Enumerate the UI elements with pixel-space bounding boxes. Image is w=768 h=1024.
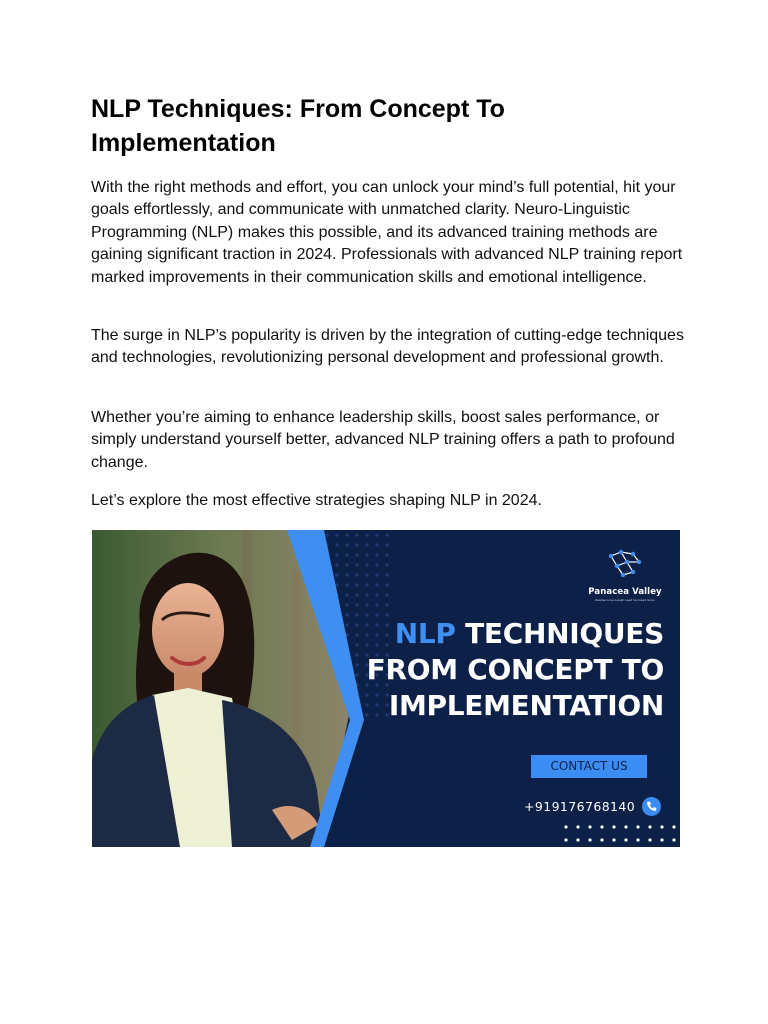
network-logo-icon: [605, 548, 645, 580]
headline-line3: IMPLEMENTATION: [388, 689, 664, 722]
page-title-line2: Implementation: [91, 129, 276, 157]
headline-accent: NLP: [394, 617, 456, 650]
explore-paragraph: Let’s explore the most effective strategies shaping NLP in 2024.: [91, 492, 542, 509]
headline-line2: FROM CONCEPT TO: [366, 653, 664, 686]
phone-icon[interactable]: [642, 797, 661, 816]
page-title-line1: NLP Techniques: From Concept To: [91, 95, 505, 123]
benefits-paragraph: Whether you’re aiming to enhance leadership skills, boost sales performance, or simply understand yourself better, advanced NLP training offers a path to profound change.: [91, 409, 675, 471]
contact-us-button[interactable]: CONTACT US: [531, 755, 647, 778]
intro-paragraph: With the right methods and effort, you can unlock your mind’s full potential, hit your goals effortlessly, and communicate with unmatched clarity. Neuro-Linguistic Programming (NLP) makes this possible, and its advanced training methods are gaining significant traction in 2024. Professionals with advanced NLP training report marked improvements in their communication skills and emotional intelligence.: [91, 179, 683, 286]
phone-number[interactable]: +919176768140: [524, 798, 636, 814]
popularity-paragraph: The surge in NLP’s popularity is driven by the integration of cutting-edge techniques and technologies, revolutionizing personal development and professional growth.: [91, 327, 684, 367]
headline-line1-rest: TECHNIQUES: [455, 617, 664, 650]
brand-logo: [579, 548, 671, 602]
phone-row[interactable]: [524, 796, 661, 816]
brand-name: Panacea Valley: [588, 587, 662, 597]
page-title: [91, 92, 691, 160]
banner-headline: [332, 616, 664, 724]
promo-banner: [92, 530, 680, 847]
brand-tagline: Realise Love Laugh Lead Succeed Grow: [595, 598, 655, 602]
